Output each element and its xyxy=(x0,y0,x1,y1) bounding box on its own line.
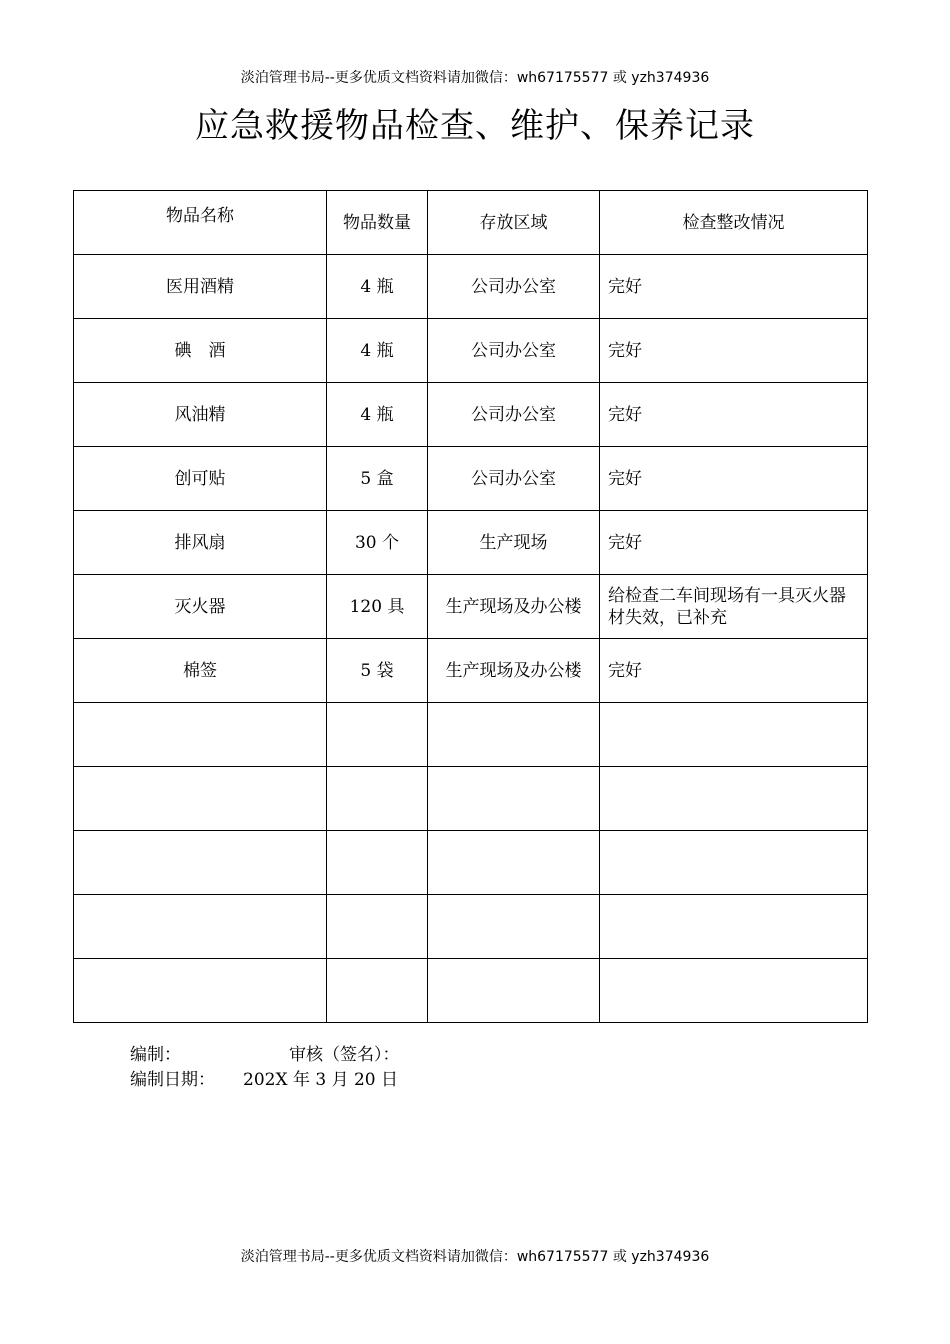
column-header-quantity: 物品数量 xyxy=(327,191,428,255)
cell-item-name: 风油精 xyxy=(74,383,327,447)
cell-quantity xyxy=(327,703,428,767)
page-title: 应急救援物品检查、维护、保养记录 xyxy=(195,106,755,146)
cell-check-status: 完好 xyxy=(600,383,868,447)
cell-quantity xyxy=(327,959,428,1023)
cell-storage-area: 公司办公室 xyxy=(428,383,600,447)
cell-storage-area: 生产现场及办公楼 xyxy=(428,575,600,639)
table-row xyxy=(74,383,868,447)
table-row xyxy=(74,959,868,1023)
cell-item-name xyxy=(74,703,327,767)
cell-check-status: 完好 xyxy=(600,255,868,319)
cell-check-status: 完好 xyxy=(600,511,868,575)
cell-quantity: 5 袋 xyxy=(327,639,428,703)
cell-quantity xyxy=(327,895,428,959)
editor-label: 编制： xyxy=(130,1045,181,1065)
cell-check-status xyxy=(600,895,868,959)
cell-check-status xyxy=(600,767,868,831)
cell-item-name: 医用酒精 xyxy=(74,255,327,319)
table-row xyxy=(74,255,868,319)
table-header-row xyxy=(74,191,868,255)
table-row xyxy=(74,639,868,703)
header-note: 淡泊管理书局--更多优质文档资料请加微信：wh67175577 或 yzh374936 xyxy=(240,70,710,86)
cell-storage-area xyxy=(428,703,600,767)
date-line xyxy=(130,1065,398,1090)
column-header-name: 物品名称 xyxy=(74,191,327,255)
cell-storage-area: 公司办公室 xyxy=(428,319,600,383)
cell-storage-area xyxy=(428,959,600,1023)
date-label: 编制日期： xyxy=(130,1070,215,1090)
column-header-status: 检查整改情况 xyxy=(600,191,868,255)
date-value: 202X 年 3 月 20 日 xyxy=(243,1070,399,1090)
cell-quantity: 4 瓶 xyxy=(327,383,428,447)
signature-line xyxy=(130,1040,400,1065)
cell-storage-area: 公司办公室 xyxy=(428,447,600,511)
cell-item-name: 灭火器 xyxy=(74,575,327,639)
cell-storage-area xyxy=(428,767,600,831)
cell-item-name: 棉签 xyxy=(74,639,327,703)
cell-quantity: 120 具 xyxy=(327,575,428,639)
table-row xyxy=(74,831,868,895)
table-row xyxy=(74,703,868,767)
record-table xyxy=(73,190,868,1023)
cell-check-status xyxy=(600,959,868,1023)
cell-item-name: 创可贴 xyxy=(74,447,327,511)
cell-item-name: 碘 酒 xyxy=(74,319,327,383)
table-row xyxy=(74,511,868,575)
cell-quantity: 4 瓶 xyxy=(327,319,428,383)
cell-storage-area xyxy=(428,831,600,895)
cell-quantity: 30 个 xyxy=(327,511,428,575)
cell-check-status: 完好 xyxy=(600,639,868,703)
cell-storage-area xyxy=(428,895,600,959)
cell-quantity: 4 瓶 xyxy=(327,255,428,319)
cell-item-name xyxy=(74,767,327,831)
cell-item-name xyxy=(74,895,327,959)
cell-storage-area: 公司办公室 xyxy=(428,255,600,319)
cell-storage-area: 生产现场及办公楼 xyxy=(428,639,600,703)
cell-item-name xyxy=(74,959,327,1023)
cell-quantity xyxy=(327,767,428,831)
cell-quantity xyxy=(327,831,428,895)
cell-check-status xyxy=(600,703,868,767)
cell-check-status: 完好 xyxy=(600,319,868,383)
table-row xyxy=(74,319,868,383)
column-header-area: 存放区域 xyxy=(428,191,600,255)
cell-check-status: 给检查二车间现场有一具灭火器材失效，已补充 xyxy=(600,575,868,639)
table-row xyxy=(74,575,868,639)
cell-quantity: 5 盒 xyxy=(327,447,428,511)
cell-storage-area: 生产现场 xyxy=(428,511,600,575)
table-body xyxy=(74,255,868,1023)
table-row xyxy=(74,447,868,511)
footer-note: 淡泊管理书局--更多优质文档资料请加微信：wh67175577 或 yzh374936 xyxy=(240,1249,710,1265)
cell-item-name xyxy=(74,831,327,895)
table-row xyxy=(74,895,868,959)
cell-check-status xyxy=(600,831,868,895)
table-row xyxy=(74,767,868,831)
reviewer-label: 审核（签名）： xyxy=(289,1045,400,1065)
cell-item-name: 排风扇 xyxy=(74,511,327,575)
cell-check-status: 完好 xyxy=(600,447,868,511)
